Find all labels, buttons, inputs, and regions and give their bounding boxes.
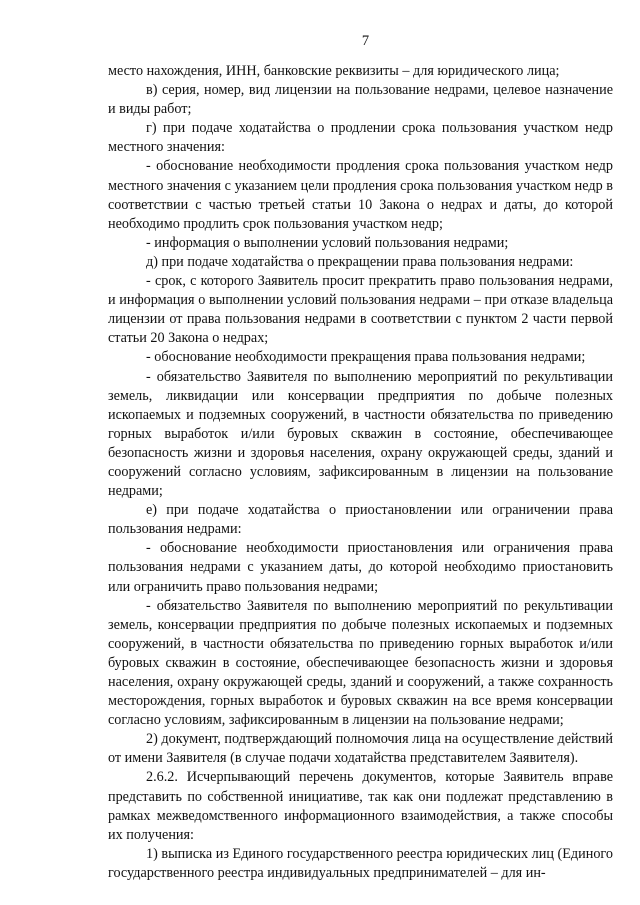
page-number: 7 <box>361 33 370 49</box>
paragraph: - информация о выполнении условий пользования недрами; <box>146 234 509 251</box>
paragraph: место нахождения, ИНН, банковские реквизиты – для юридического лица; <box>108 63 560 79</box>
paragraph: - обоснование необходимости продления срока пользования участком недр местного значения с указанием цели продления срока пользования участком недр в соответствии с частью третьей статьи 10 Закона о недрах и даты, до которой необходимо продлить срок пользования участком недр; <box>108 158 613 232</box>
paragraph: - обязательство Заявителя по выполнению мероприятий по рекультивации земель, ликвидации или консервации предприятия по добыче полезных ископаемых и подземных сооружений, в частности обязательства по приведению горных выработок и/или буровых скважин в состояние, обеспечивающее безопасность жизни и здоровья населения, охрану окружающей среды, зданий и сооружений согласно условиям, зафиксированным в лицензии на пользование недрами; <box>108 368 613 500</box>
paragraph: 2) документ, подтверждающий полномочия лица на осуществление действий от имени Заявителя (в случае подачи ходатайства представителем Заявителя). <box>108 731 613 767</box>
paragraph: - срок, с которого Заявитель просит прекратить право пользования недрами, и информация о выполнении условий пользования недрами – при отказе владельца лицензии от права пользования недрами в соответствии с пунктом 2 части первой статьи 20 Закона о недрах; <box>108 273 613 347</box>
document-body <box>108 62 613 883</box>
paragraph: д) при подаче ходатайства о прекращении права пользования недрами: <box>146 253 574 270</box>
paragraph: - обязательство Заявителя по выполнению мероприятий по рекультивации земель, консервации предприятия по добыче полезных ископаемых и подземных сооружений, в частности обязательства по приведению горных выработок и/или буровых скважин в состояние, обеспечивающее безопасность жизни и здоровья населения, охрану окружающей среды, зданий и сооружений, а также сохранность месторождения, горных выработок и буровых скважин на все время консервации согласно условиям, зафиксированным в лицензии на пользование недрами; <box>108 597 613 729</box>
paragraph: - обоснование необходимости приостановления или ограничения права пользования недрами с указанием даты, до которой необходимо приостановить или ограничить право пользования недрами; <box>108 540 613 595</box>
paragraph: - обоснование необходимости прекращения права пользования недрами; <box>146 349 586 366</box>
paragraph: е) при подаче ходатайства о приостановлении или ограничении права пользования недрами: <box>108 502 613 538</box>
paragraph: 2.6.2. Исчерпывающий перечень документов, которые Заявитель вправе представить по собственной инициативе, так как они подлежат представлению в рамках межведомственного информационного взаимодействия, а также способы их получения: <box>108 769 613 843</box>
paragraph: г) при подаче ходатайства о продлении срока пользования участком недр местного значения: <box>108 120 613 156</box>
paragraph: в) серия, номер, вид лицензии на пользование недрами, целевое назначение и виды работ; <box>108 82 613 118</box>
paragraph: 1) выписка из Единого государственного реестра юридических лиц (Единого государственного реестра индивидуальных предпринимателей – для ин- <box>108 845 613 881</box>
